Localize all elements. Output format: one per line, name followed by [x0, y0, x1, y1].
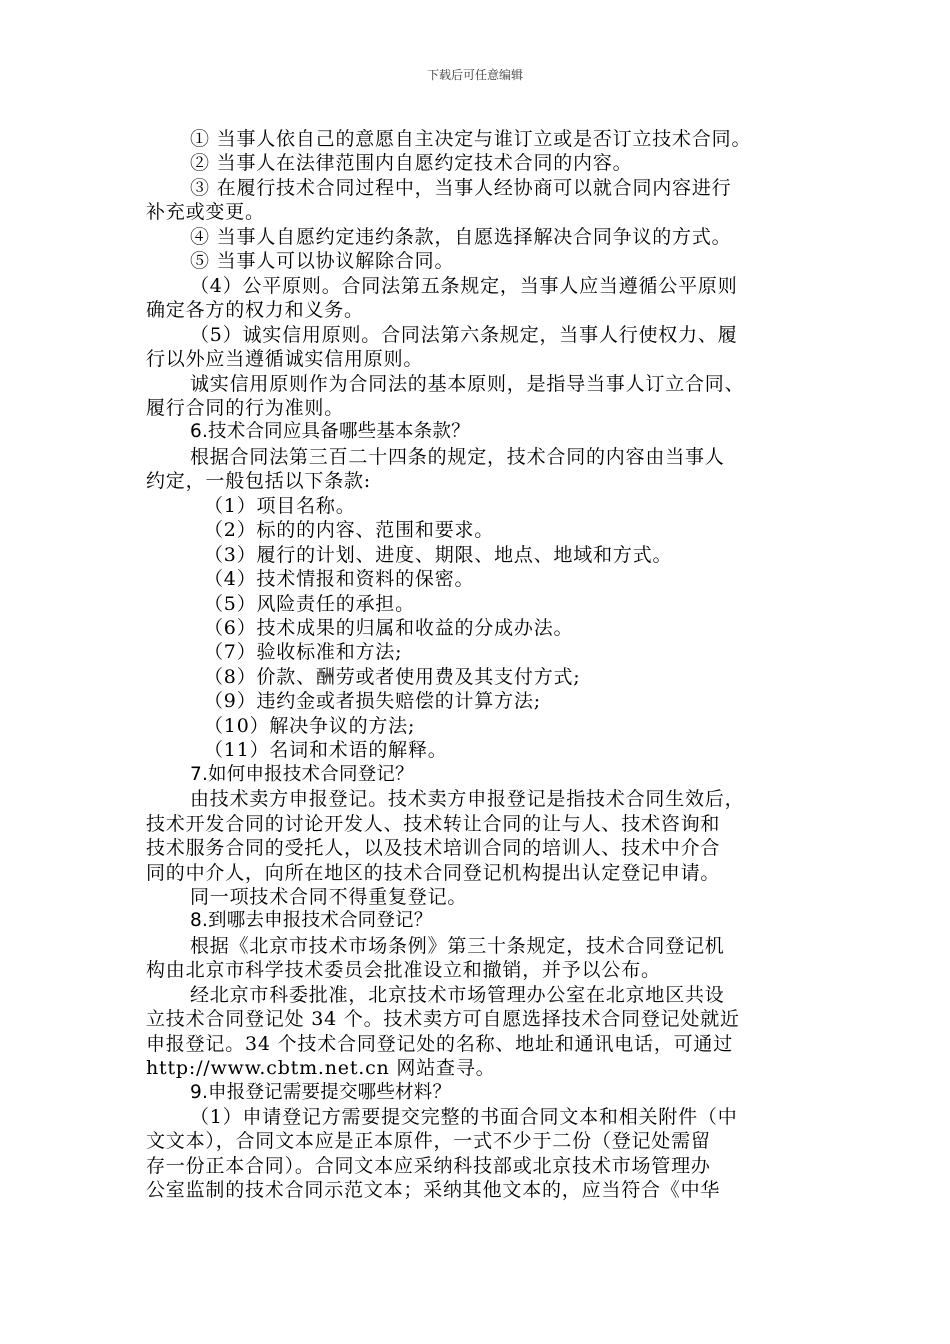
text-line: 申报登记。34 个技术合同登记处的名称、地址和通讯电话，可通过: [146, 1032, 734, 1055]
text-line: 确定各方的权力和义务。: [146, 299, 364, 322]
text-line: （11）名词和术语的解释。: [204, 739, 448, 762]
text-line: （8）价款、酬劳或者使用费及其支付方式;: [204, 665, 581, 688]
section-heading: 6.技术合同应具备哪些基本条款？: [190, 421, 470, 443]
section-heading: 8.到哪去申报技术合同登记？: [190, 910, 433, 932]
text-line: 由技术卖方申报登记。技术卖方申报登记是指技术合同生效后，: [190, 788, 745, 811]
text-line: ② 当事人在法律范围内自愿约定技术合同的内容。: [190, 152, 633, 175]
text-line: ⑤ 当事人可以协议解除合同。: [190, 250, 455, 273]
text-line: 行以外应当遵循诚实信用原则。: [146, 348, 424, 370]
text-line: 同的中介人，向所在地区的技术合同登记机构提出认定登记申请。: [146, 861, 721, 884]
text-line: （7）验收标准和方法;: [204, 641, 403, 664]
text-line: （9）违约金或者损失赔偿的计算方法;: [204, 690, 541, 713]
text-line: ④ 当事人自愿约定违约条款，自愿选择解决合同争议的方式。: [190, 225, 732, 248]
text-line: 文文本），合同文本应是正本原件，一式不少于二份（登记处需留: [146, 1130, 711, 1153]
section-heading: 9.申报登记需要提交哪些材料？: [190, 1081, 452, 1103]
text-line: 技术服务合同的受托人，以及技术培训合同的培训人、技术中介合: [146, 837, 721, 859]
page-header: 下载后可任意编辑: [426, 68, 523, 82]
text-line: 技术开发合同的讨论开发人、技术转让合同的让与人、技术咨询和: [146, 812, 721, 835]
text-line: 同一项技术合同不得重复登记。: [190, 885, 468, 908]
section-heading: 7.如何申报技术合同登记？: [190, 763, 414, 785]
text-line: （3）履行的计划、进度、期限、地点、地域和方式。: [204, 543, 673, 566]
text-line: （2）标的的内容、范围和要求。: [204, 519, 495, 542]
text-line: 存一份正本合同）。合同文本应采纳科技部或北京技术市场管理办: [146, 1154, 711, 1177]
text-line: 诚实信用原则作为合同法的基本原则，是指导当事人订立合同、: [190, 372, 745, 395]
text-line: http://www.cbtm.net.cn 网站查寻。: [146, 1057, 496, 1080]
text-line: 立技术合同登记处 34 个。技术卖方可自愿选择技术合同登记处就近: [146, 1008, 740, 1031]
text-line: （1）申请登记方需要提交完整的书面合同文本和相关附件（中: [190, 1106, 738, 1128]
text-line: 补充或变更。: [146, 201, 265, 224]
text-line: （10）解决争议的方法;: [204, 714, 416, 737]
text-line: 经北京市科委批准，北京技术市场管理办公室在北京地区共设: [190, 983, 725, 1006]
text-line: 构由北京市科学技术委员会批准设立和撤销，并予以公布。: [146, 959, 661, 982]
text-line: ③ 在履行技术合同过程中，当事人经协商可以就合同内容进行: [190, 176, 732, 199]
text-line: 根据合同法第三百二十四条的规定，技术合同的内容由当事人: [190, 445, 725, 468]
text-line: ① 当事人依自己的意愿自主决定与谁订立或是否订立技术合同。: [190, 128, 752, 150]
text-line: （4）技术情报和资料的保密。: [204, 568, 475, 591]
text-line: （6）技术成果的归属和收益的分成办法。: [204, 617, 574, 639]
text-line: （5）诚实信用原则。合同法第六条规定，当事人行使权力、履: [190, 323, 738, 346]
text-line: 根据《北京市技术市场条例》第三十条规定，技术合同登记机: [190, 934, 725, 957]
text-line: 公室监制的技术合同示范文本；采纳其他文本的，应当符合《中华: [146, 1179, 721, 1202]
text-line: 履行合同的行为准则。: [146, 396, 345, 419]
text-line: （4）公平原则。合同法第五条规定，当事人应当遵循公平原则: [190, 274, 738, 297]
text-line: 约定，一般包括以下条款:: [146, 470, 372, 493]
text-line: （1）项目名称。: [204, 494, 356, 517]
text-line: （5）风险责任的承担。: [204, 592, 415, 615]
